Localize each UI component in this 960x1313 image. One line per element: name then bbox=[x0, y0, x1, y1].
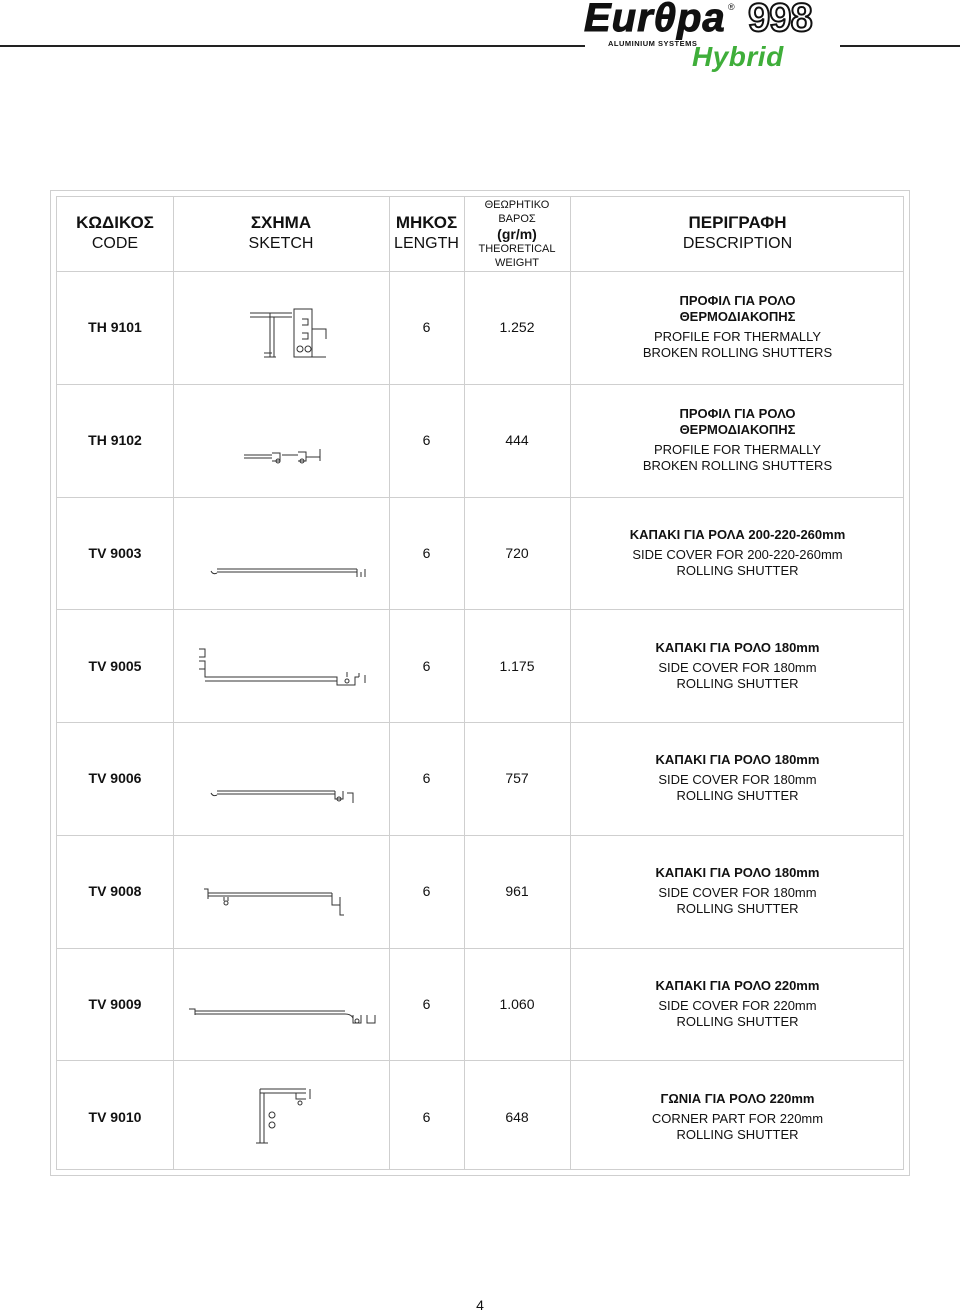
profile-description-line: ROLLING SHUTTER bbox=[676, 1126, 799, 1142]
profile-weight-text: 1.060 bbox=[499, 995, 535, 1012]
profile-code bbox=[57, 948, 173, 1061]
profile-description bbox=[570, 384, 905, 497]
profile-sketch bbox=[252, 1085, 322, 1147]
profile-description-line: ROLLING SHUTTER bbox=[676, 1013, 799, 1029]
profile-weight bbox=[464, 722, 570, 835]
profile-code bbox=[57, 835, 173, 948]
profile-description-line: ROLLING SHUTTER bbox=[676, 788, 799, 804]
profile-code-text: TV 9008 bbox=[88, 883, 142, 900]
profile-length-text: 6 bbox=[422, 1108, 431, 1125]
profile-weight-text: 648 bbox=[505, 1108, 529, 1125]
header-rule-right bbox=[840, 45, 960, 47]
col-header-description bbox=[570, 197, 905, 271]
profile-sketch bbox=[242, 425, 332, 475]
col-header-length-en: LENGTH bbox=[394, 235, 459, 252]
profile-length bbox=[389, 497, 464, 610]
profile-weight-text: 1.175 bbox=[499, 657, 535, 674]
profile-code-text: TH 9102 bbox=[88, 432, 142, 449]
profile-length-text: 6 bbox=[422, 657, 431, 674]
profile-description-line: ΚΑΠΑΚΙ ΓΙΑ ΡΟΛΟ 220mm bbox=[655, 977, 820, 993]
profiles-table bbox=[56, 196, 904, 1170]
profile-description-line: SIDE COVER FOR 180mm bbox=[658, 659, 817, 675]
profile-description-line: SIDE COVER FOR 180mm bbox=[658, 772, 817, 788]
profile-weight-text: 757 bbox=[505, 770, 529, 787]
profile-weight bbox=[464, 948, 570, 1061]
profile-code bbox=[57, 497, 173, 610]
profile-weight-text: 961 bbox=[505, 883, 529, 900]
profile-code-text: TH 9101 bbox=[88, 319, 142, 336]
profile-description bbox=[570, 497, 905, 610]
profile-description-line: PROFILE FOR THERMALLY bbox=[653, 329, 822, 345]
profile-weight bbox=[464, 609, 570, 722]
profile-length-text: 6 bbox=[422, 432, 431, 449]
profile-description-line: ΘΕΡΜΟΔΙΑΚΟΠΗΣ bbox=[679, 422, 796, 438]
col-header-length-gr: ΜΗΚΟΣ bbox=[395, 213, 458, 232]
registered-mark: ® bbox=[728, 2, 735, 12]
col-header-desc-en: DESCRIPTION bbox=[682, 235, 793, 252]
brand-logo bbox=[580, 0, 845, 80]
profile-length-text: 6 bbox=[422, 770, 431, 787]
profile-description-line: ΚΑΠΑΚΙ ΓΙΑ ΡΟΛΟ 180mm bbox=[655, 865, 820, 881]
profile-code-text: TV 9003 bbox=[88, 544, 142, 561]
col-header-sketch bbox=[173, 197, 389, 271]
col-header-weight-gr1: ΘΕΩΡΗΤΙΚΟ bbox=[484, 199, 550, 211]
profile-sketch bbox=[202, 875, 362, 925]
col-header-weight-en1: THEORETICAL bbox=[478, 243, 556, 255]
col-header-sketch-gr: ΣΧΗΜΑ bbox=[250, 213, 312, 232]
profile-length-text: 6 bbox=[422, 544, 431, 561]
col-header-weight-gr2: ΒΑΡΟΣ bbox=[498, 213, 536, 225]
profile-length bbox=[389, 609, 464, 722]
profile-weight bbox=[464, 497, 570, 610]
profile-weight bbox=[464, 271, 570, 384]
col-header-weight-en2: WEIGHT bbox=[495, 257, 539, 269]
profile-length bbox=[389, 1060, 464, 1173]
brand-line: Hybrid bbox=[692, 41, 784, 72]
profile-description bbox=[570, 271, 905, 384]
profile-length bbox=[389, 384, 464, 497]
profile-code bbox=[57, 271, 173, 384]
profile-length-text: 6 bbox=[422, 995, 431, 1012]
col-header-desc-gr: ΠΕΡΙΓΡΑΦΗ bbox=[688, 213, 787, 232]
profile-description bbox=[570, 948, 905, 1061]
profile-code bbox=[57, 1060, 173, 1173]
profile-sketch bbox=[187, 987, 382, 1033]
profile-weight bbox=[464, 835, 570, 948]
page-number: 4 bbox=[476, 1297, 484, 1313]
profile-description-line: SIDE COVER FOR 200-220-260mm bbox=[632, 546, 843, 562]
header-rule-left bbox=[0, 45, 585, 47]
col-header-code-gr: ΚΩΔΙΚΟΣ bbox=[76, 213, 154, 232]
profile-description-line: ROLLING SHUTTER bbox=[676, 675, 799, 691]
profile-code bbox=[57, 384, 173, 497]
profile-length bbox=[389, 948, 464, 1061]
profile-weight bbox=[464, 384, 570, 497]
profile-description-line: SIDE COVER FOR 220mm bbox=[658, 997, 817, 1013]
profile-description-line: ROLLING SHUTTER bbox=[676, 562, 799, 578]
col-header-weight-unit: (gr/m) bbox=[497, 226, 537, 242]
profile-description-line: BROKEN ROLLING SHUTTERS bbox=[642, 345, 833, 361]
profile-length bbox=[389, 271, 464, 384]
profile-code-text: TV 9005 bbox=[88, 657, 142, 674]
profile-description-line: SIDE COVER FOR 180mm bbox=[658, 885, 817, 901]
brand-number: 998 bbox=[748, 0, 812, 40]
profile-description bbox=[570, 1060, 905, 1173]
profile-length-text: 6 bbox=[422, 319, 431, 336]
col-header-sketch-en: SKETCH bbox=[248, 235, 314, 252]
profile-length bbox=[389, 835, 464, 948]
profile-description-line: ΘΕΡΜΟΔΙΑΚΟΠΗΣ bbox=[679, 309, 796, 325]
profile-description-line: BROKEN ROLLING SHUTTERS bbox=[642, 458, 833, 474]
profile-code-text: TV 9010 bbox=[88, 1108, 142, 1125]
profile-description-line: ΠΡΟΦΙΛ ΓΙΑ ΡΟΛΟ bbox=[679, 406, 796, 422]
profile-sketch bbox=[207, 765, 367, 811]
profile-code bbox=[57, 722, 173, 835]
col-header-code-en: CODE bbox=[91, 235, 139, 252]
profile-description-line: ΚΑΠΑΚΙ ΓΙΑ ΡΟΛΟ 180mm bbox=[655, 752, 820, 768]
profile-description bbox=[570, 722, 905, 835]
profile-code-text: TV 9009 bbox=[88, 995, 142, 1012]
profile-weight-text: 444 bbox=[505, 432, 529, 449]
profile-weight bbox=[464, 1060, 570, 1173]
profile-sketch bbox=[207, 541, 377, 587]
profile-sketch bbox=[187, 639, 377, 697]
col-header-length bbox=[389, 197, 464, 271]
col-header-code bbox=[57, 197, 173, 271]
profile-weight-text: 1.252 bbox=[499, 319, 535, 336]
brand-word: Eurθpa bbox=[584, 0, 726, 40]
profile-code-text: TV 9006 bbox=[88, 770, 142, 787]
profile-description-line: ΠΡΟΦΙΛ ΓΙΑ ΡΟΛΟ bbox=[679, 293, 796, 309]
profile-length-text: 6 bbox=[422, 883, 431, 900]
profile-description-line: ΚΑΠΑΚΙ ΓΙΑ ΡΟΛΑ 200-220-260mm bbox=[629, 526, 846, 542]
brand-subtitle: ALUMINIUM SYSTEMS bbox=[608, 39, 698, 48]
profile-description-line: PROFILE FOR THERMALLY bbox=[653, 442, 822, 458]
profile-description-line: ΓΩΝΙΑ ΓΙΑ ΡΟΛΟ 220mm bbox=[660, 1090, 815, 1106]
profile-description bbox=[570, 835, 905, 948]
col-header-weight bbox=[464, 197, 570, 271]
profile-description-line: ROLLING SHUTTER bbox=[676, 901, 799, 917]
profile-length bbox=[389, 722, 464, 835]
profile-code bbox=[57, 609, 173, 722]
profile-sketch bbox=[242, 305, 332, 369]
profile-description bbox=[570, 609, 905, 722]
profile-weight-text: 720 bbox=[505, 544, 529, 561]
column-divider bbox=[173, 197, 174, 1169]
profile-description-line: CORNER PART FOR 220mm bbox=[651, 1110, 824, 1126]
profile-description-line: ΚΑΠΑΚΙ ΓΙΑ ΡΟΛΟ 180mm bbox=[655, 639, 820, 655]
